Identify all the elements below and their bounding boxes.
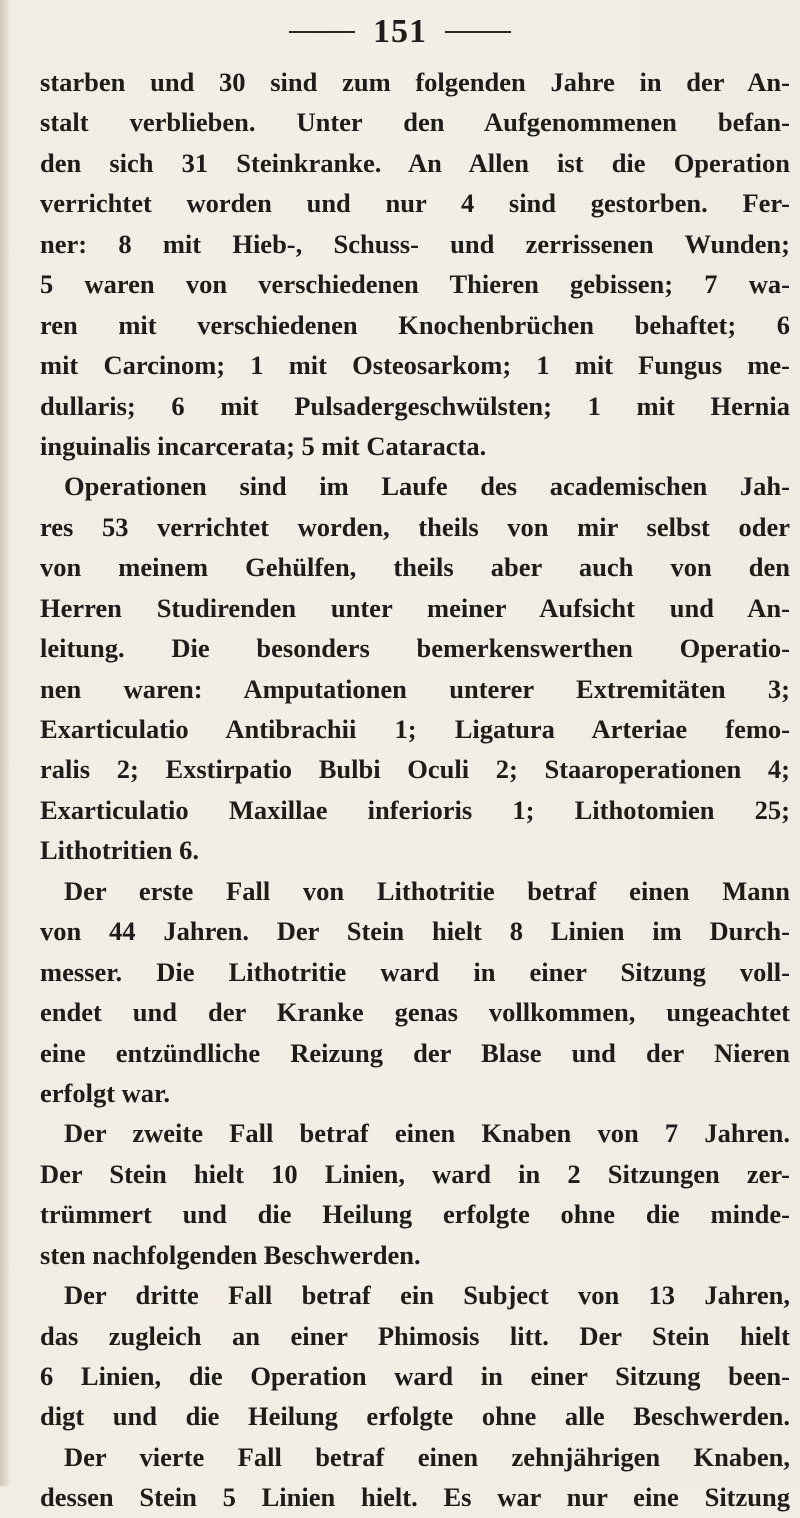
header-rule-right [445,31,511,33]
text-line: Der dritte Fall betraf ein Subject von 13 Jahren, [64,1280,790,1311]
text-line: erfolgt war. [40,1077,171,1108]
text-line: von meinem Gehülfen, theils aber auch von den [40,552,790,583]
text-line: ralis 2; Exstirpatio Bulbi Oculi 2; Staaroperationen 4; [40,754,790,785]
text-line: dessen Stein 5 Linien hielt. Es war nur eine Sitzung [40,1482,790,1513]
text-line: ren mit verschiedenen Knochenbrüchen behaftet; 6 [40,309,790,340]
text-line: messer. Die Lithotritie ward in einer Sitzung voll- [40,956,790,987]
text-line: leitung. Die besonders bemerkenswerthen Operatio- [40,633,790,664]
text-line: endet und der Kranke genas vollkommen, ungeachtet [40,997,790,1028]
text-line: Der zweite Fall betraf einen Knaben von 7 Jahren. [64,1118,790,1149]
text-line: nen waren: Amputationen unterer Extremitäten 3; [40,673,790,704]
text-line: 6 Linien, die Operation ward in einer Sitzung been- [40,1361,790,1391]
text-line: starben und 30 sind zum folgenden Jahre in der An- [40,67,790,97]
text-line: Lithotritien 6. [40,835,199,866]
text-line: Exarticulatio Antibrachii 1; Ligatura Arteriae femo- [40,714,790,744]
text-line: Operationen sind im Laufe des academischen Jah- [64,471,790,502]
body-text [40,62,790,1518]
text-line: Der erste Fall von Lithotritie betraf einen Mann [64,875,790,906]
text-line: von 44 Jahren. Der Stein hielt 8 Linien im Durch- [40,916,790,947]
text-line: inguinalis incarcerata; 5 mit Cataracta. [40,430,487,461]
text-line: digt und die Heilung erfolgte ohne alle Beschwerden. [40,1401,790,1432]
text-line: Exarticulatio Maxillae inferioris 1; Lithotomien 25; [40,794,790,825]
text-line: das zugleich an einer Phimosis litt. Der Stein hielt [40,1320,790,1351]
text-line: trümmert und die Heilung erfolgte ohne die minde- [40,1199,790,1230]
text-line: stalt verblieben. Unter den Aufgenommenen befan- [40,107,790,138]
page-number: 151 [373,13,427,50]
text-line: sten nachfolgenden Beschwerden. [40,1239,421,1270]
page-binding-edge [0,0,9,1486]
text-line: verrichtet worden und nur 4 sind gestorben. Fer- [40,188,790,219]
text-line: den sich 31 Steinkranke. An Allen ist die Operation [40,147,790,178]
text-line: mit Carcinom; 1 mit Osteosarkom; 1 mit Fungus me- [40,350,790,381]
text-line: res 53 verrichtet worden, theils von mir selbst oder [40,511,790,542]
text-line: Der Stein hielt 10 Linien, ward in 2 Sitzungen zer- [40,1158,790,1189]
text-line: eine entzündliche Reizung der Blase und der Nieren [40,1037,790,1068]
text-line: 5 waren von verschiedenen Thieren gebissen; 7 wa- [40,269,790,300]
text-line: Herren Studirenden unter meiner Aufsicht und An- [40,592,790,623]
text-line: Der vierte Fall betraf einen zehnjährigen Knaben, [64,1441,790,1472]
text-line: ner: 8 mit Hieb-, Schuss- und zerrissenen Wunden; [40,228,790,259]
page-header [0,12,800,52]
text-line: dullaris; 6 mit Pulsadergeschwülsten; 1 mit Hernia [40,390,790,421]
header-rule-left [289,31,355,33]
